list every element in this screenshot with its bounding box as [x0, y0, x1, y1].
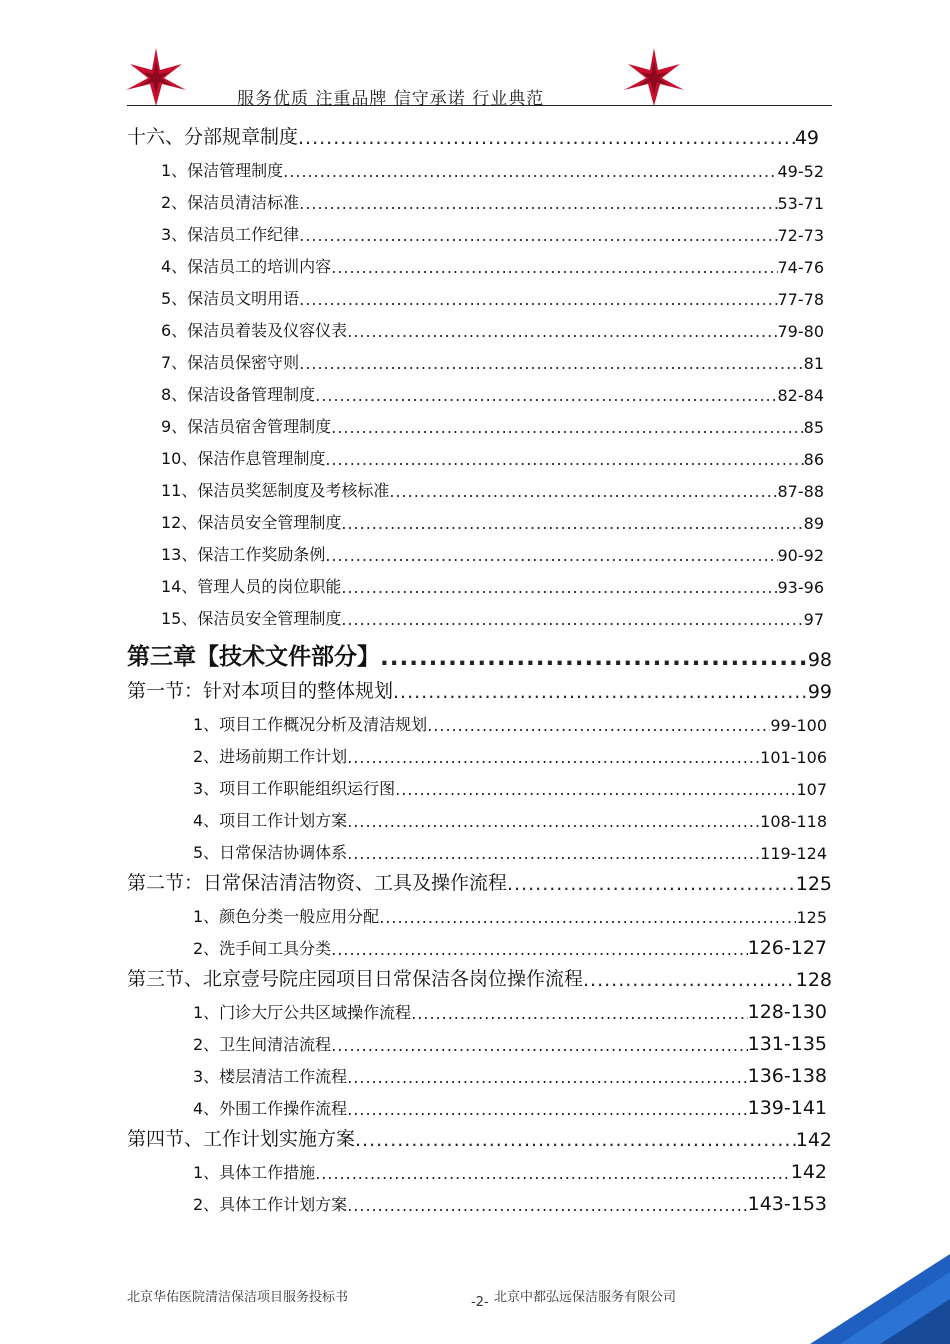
toc-leader-dots [347, 1100, 747, 1119]
toc-label: 3、保洁员工作纪律 [161, 225, 300, 244]
toc-page: 128-130 [747, 1001, 827, 1023]
toc-page: 93-96 [777, 578, 824, 597]
toc-entry-section4[interactable] [0, 1119, 832, 1151]
toc-entry-section2[interactable] [0, 863, 832, 895]
toc-leader-dots [283, 162, 777, 181]
toc-entry[interactable] [0, 405, 824, 437]
toc-leader-dots [331, 418, 803, 437]
toc-label: 2、卫生间清洁流程 [193, 1035, 332, 1054]
toc-entry[interactable] [0, 1055, 827, 1087]
toc-page: 131-135 [747, 1033, 827, 1055]
toc-page: 53-71 [777, 194, 824, 213]
toc-leader-dots [355, 1129, 796, 1151]
toc-label: 14、管理人员的岗位职能 [161, 577, 342, 596]
toc-leader-dots [299, 354, 803, 373]
corner-decoration [810, 1254, 950, 1344]
toc-entry[interactable] [0, 735, 827, 767]
toc-label: 4、项目工作计划方案 [193, 811, 348, 830]
toc-page: 82-84 [777, 386, 824, 405]
toc-leader-dots [380, 645, 808, 671]
toc-entry[interactable] [0, 373, 824, 405]
toc-leader-dots [393, 681, 808, 703]
toc-leader-dots [341, 514, 803, 533]
toc-label: 1、保洁管理制度 [161, 161, 284, 180]
table-of-contents [0, 117, 950, 1215]
toc-page: 101-106 [760, 748, 827, 767]
toc-entry[interactable] [0, 181, 824, 213]
toc-entry-chapter3[interactable] [0, 633, 832, 671]
toc-entry[interactable] [0, 309, 824, 341]
toc-label: 1、门诊大厅公共区域操作流程 [193, 1003, 412, 1022]
toc-page: 119-124 [760, 844, 827, 863]
toc-label: 3、项目工作职能组织运行图 [193, 779, 396, 798]
toc-page: 77-78 [777, 290, 824, 309]
toc-label: 第一节：针对本项目的整体规划 [127, 680, 394, 702]
toc-page: 136-138 [747, 1065, 827, 1087]
toc-leader-dots [299, 194, 777, 213]
toc-leader-dots [299, 290, 777, 309]
toc-label: 4、外围工作操作流程 [193, 1099, 348, 1118]
toc-label: 第四节、工作计划实施方案 [127, 1128, 356, 1150]
toc-entry-part16[interactable] [0, 117, 819, 149]
toc-leader-dots [331, 258, 777, 277]
toc-leader-dots [411, 1004, 747, 1023]
toc-label: 9、保洁员宿舍管理制度 [161, 417, 332, 436]
toc-page: 125 [796, 908, 827, 927]
toc-page: 74-76 [777, 258, 824, 277]
toc-leader-dots [347, 1196, 747, 1215]
toc-entry[interactable] [0, 437, 824, 469]
toc-leader-dots [325, 450, 803, 469]
toc-entry-section3[interactable] [0, 959, 832, 991]
toc-entry[interactable] [0, 895, 827, 927]
toc-label: 2、进场前期工作计划 [193, 747, 348, 766]
toc-page: 139-141 [747, 1097, 827, 1119]
toc-entry[interactable] [0, 565, 824, 597]
toc-label: 5、保洁员文明用语 [161, 289, 300, 308]
toc-leader-dots [347, 812, 760, 831]
toc-label: 10、保洁作息管理制度 [161, 449, 326, 468]
toc-page: 107 [796, 780, 827, 799]
toc-page: 89 [803, 514, 824, 533]
toc-label: 5、日常保洁协调体系 [193, 843, 348, 862]
toc-page: 98 [807, 649, 832, 671]
toc-page: 79-80 [777, 322, 824, 341]
toc-entry[interactable] [0, 1023, 827, 1055]
toc-leader-dots [347, 844, 760, 863]
toc-label: 13、保洁工作奖励条例 [161, 545, 326, 564]
toc-entry[interactable] [0, 991, 827, 1023]
toc-entry[interactable] [0, 469, 824, 501]
toc-leader-dots [331, 940, 747, 959]
toc-leader-dots [347, 322, 777, 341]
toc-entry[interactable] [0, 501, 824, 533]
toc-page: 97 [803, 610, 824, 629]
toc-label: 11、保洁员奖惩制度及考核标准 [161, 481, 390, 500]
toc-label: 8、保洁设备管理制度 [161, 385, 316, 404]
red-star-logo-left [124, 46, 188, 108]
footer-page-number: -2- [471, 1295, 489, 1310]
toc-label: 6、保洁员着装及仪容仪表 [161, 321, 348, 340]
toc-entry[interactable] [0, 927, 827, 959]
toc-entry[interactable] [0, 277, 824, 309]
footer-document-title: 北京华佑医院清洁保洁项目服务投标书 [127, 1290, 349, 1305]
toc-page: 81 [803, 354, 824, 373]
toc-leader-dots [341, 610, 803, 629]
toc-entry[interactable] [0, 213, 824, 245]
toc-entry[interactable] [0, 831, 827, 863]
toc-page: 72-73 [777, 226, 824, 245]
toc-page: 87-88 [777, 482, 824, 501]
header-divider [127, 105, 832, 106]
toc-page: 86 [803, 450, 824, 469]
toc-entry[interactable] [0, 533, 824, 565]
toc-leader-dots [315, 386, 777, 405]
header-slogan: 服务优质 注重品牌 信守承诺 行业典范 [237, 89, 545, 109]
toc-leader-dots [298, 127, 795, 149]
toc-entry[interactable] [0, 1183, 827, 1215]
toc-leader-dots [507, 873, 796, 895]
toc-entry[interactable] [0, 149, 824, 181]
toc-entry[interactable] [0, 799, 827, 831]
toc-entry-section1[interactable] [0, 671, 832, 703]
toc-page: 128 [795, 969, 832, 991]
toc-label: 1、项目工作概况分析及清洁规划 [193, 715, 428, 734]
toc-label: 15、保洁员安全管理制度 [161, 609, 342, 628]
toc-label: 4、保洁员工的培训内容 [161, 257, 332, 276]
toc-page: 99 [807, 681, 832, 703]
toc-entry[interactable] [0, 245, 824, 277]
toc-leader-dots [325, 546, 777, 565]
toc-entry[interactable] [0, 341, 824, 373]
toc-leader-dots [347, 1068, 747, 1087]
footer-company-name: 北京中都弘远保洁服务有限公司 [494, 1290, 677, 1305]
toc-page: 49 [794, 127, 819, 149]
toc-leader-dots [427, 716, 770, 735]
toc-leader-dots [395, 780, 796, 799]
toc-page: 90-92 [777, 546, 824, 565]
toc-entry[interactable] [0, 1087, 827, 1119]
toc-leader-dots [299, 226, 777, 245]
toc-page: 142 [790, 1161, 827, 1183]
toc-label: 3、楼层清洁工作流程 [193, 1067, 348, 1086]
toc-entry[interactable] [0, 767, 827, 799]
toc-page: 142 [795, 1129, 832, 1151]
toc-leader-dots [341, 578, 777, 597]
toc-page: 125 [795, 873, 832, 895]
red-star-logo-right [622, 46, 686, 108]
toc-label: 7、保洁员保密守则 [161, 353, 300, 372]
toc-leader-dots [379, 908, 796, 927]
toc-label: 2、保洁员清洁标准 [161, 193, 300, 212]
toc-label: 1、具体工作措施 [193, 1163, 316, 1182]
toc-page: 126-127 [747, 937, 827, 959]
toc-label: 第三章【技术文件部分】 [127, 644, 380, 670]
toc-leader-dots [315, 1164, 791, 1183]
toc-label: 十六、分部规章制度 [127, 126, 299, 148]
toc-label: 第三节、北京壹号院庄园项目日常保洁各岗位操作流程 [127, 968, 584, 990]
toc-label: 第二节：日常保洁清洁物资、工具及操作流程 [127, 872, 508, 894]
toc-leader-dots [347, 748, 760, 767]
toc-page: 49-52 [777, 162, 824, 181]
toc-entry[interactable] [0, 597, 824, 629]
toc-label: 1、颜色分类一般应用分配 [193, 907, 380, 926]
toc-page: 99-100 [770, 716, 827, 735]
toc-label: 12、保洁员安全管理制度 [161, 513, 342, 532]
toc-entry[interactable] [0, 703, 827, 735]
toc-page: 143-153 [747, 1193, 827, 1215]
toc-entry[interactable] [0, 1151, 827, 1183]
toc-leader-dots [331, 1036, 747, 1055]
toc-page: 108-118 [760, 812, 827, 831]
toc-page: 85 [803, 418, 824, 437]
toc-label: 2、具体工作计划方案 [193, 1195, 348, 1214]
toc-label: 2、洗手间工具分类 [193, 939, 332, 958]
toc-leader-dots [583, 969, 796, 991]
toc-leader-dots [389, 482, 777, 501]
